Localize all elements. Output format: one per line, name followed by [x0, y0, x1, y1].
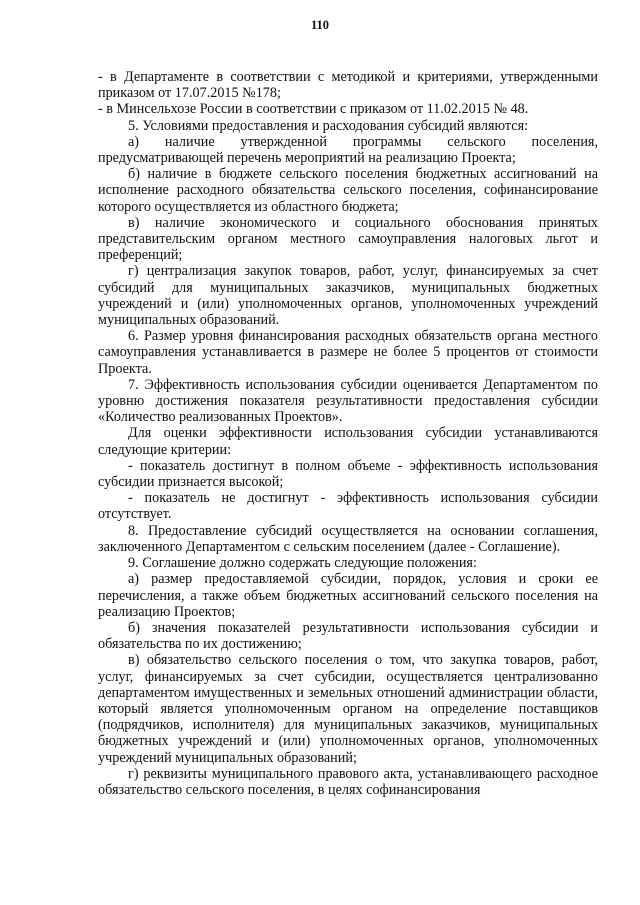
paragraph: г) централизация закупок товаров, работ, услуг, финансируемых за счет субсидий для муниципальных заказчиков, муниципальных бюджетных учреждений и (или) уполномоченных органов, уполномоченных учреждений муниципальных образований.: [98, 263, 598, 329]
paragraph: 6. Размер уровня финансирования расходных обязательств органа местного самоуправления устанавливается в размере не более 5 процентов от стоимости Проекта.: [98, 328, 598, 377]
paragraph: 7. Эффективность использования субсидии оценивается Департаментом по уровню достижения показателя результативности предоставления субсидии «Количество реализованных Проектов».: [98, 376, 598, 426]
paragraph: а) наличие утвержденной программы сельского поселения, предусматривающей перечень мероприятий на реализацию Проекта;: [98, 133, 598, 167]
paragraph: в) обязательство сельского поселения о том, что закупка товаров, работ, услуг, финансируемых за счет субсидии, осуществляется централизованно департаментом имущественных и земельных отношений администрации области, который является уполномоченным органом на определение поставщиков (подрядчиков, исполнителя) для муниципальных заказчиков, муниципальных бюджетных учреждений и (или) уполномоченных органов, уполномоченных учреждений муниципальных образований;: [98, 652, 598, 766]
paragraph: 9. Соглашение должно содержать следующие положения:: [128, 555, 477, 572]
paragraph: - в Департаменте в соответствии с методикой и критериями, утвержденными приказом от 17.07.2015 №178;: [98, 69, 598, 102]
paragraph: в) наличие экономического и социального обоснования принятых представительским органом местного самоуправления налоговых льгот и преференций;: [98, 214, 598, 264]
paragraph: 5. Условиями предоставления и расходования субсидий являются:: [128, 117, 529, 134]
document-body: [98, 69, 598, 798]
paragraph: б) значения показателей результативности использования субсидии и обязательства по их достижению;: [98, 619, 598, 653]
paragraph: г) реквизиты муниципального правового акта, устанавливающего расходное обязательство сельского поселения, в целях софинансирования: [98, 765, 598, 798]
page-number: 110: [310, 18, 330, 32]
paragraph: 8. Предоставление субсидий осуществляется на основании соглашения, заключенного Департаментом с сельским поселением (далее - Соглашение).: [98, 522, 598, 555]
paragraph: Для оценки эффективности использования субсидии устанавливаются следующие критерии:: [98, 425, 598, 458]
paragraph: - показатель не достигнут - эффективность использования субсидии отсутствует.: [98, 490, 598, 523]
paragraph: а) размер предоставляемой субсидии, порядок, условия и сроки ее перечисления, а также объем бюджетных ассигнований сельского поселения на реализацию Проектов;: [98, 571, 598, 620]
paragraph: б) наличие в бюджете сельского поселения бюджетных ассигнований на исполнение расходного обязательства сельского поселения, софинансирование которого осуществляется из областного бюджета;: [98, 166, 598, 215]
paragraph: - показатель достигнут в полном объеме - эффективность использования субсидии признается высокой;: [98, 457, 598, 491]
paragraph: - в Минсельхозе России в соответствии с приказом от 11.02.2015 № 48.: [98, 101, 529, 118]
